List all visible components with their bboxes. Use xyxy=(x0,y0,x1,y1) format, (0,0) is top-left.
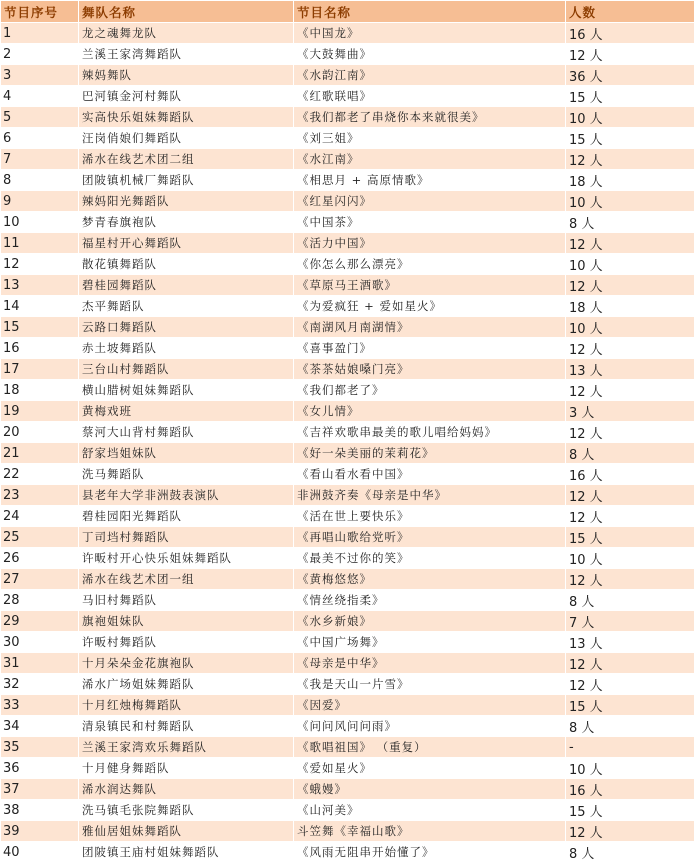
table-row xyxy=(1,233,694,254)
headcount-cell: 7 人 xyxy=(566,611,694,632)
team-name-cell: 三台山村舞蹈队 xyxy=(79,359,294,380)
team-name-cell: 浠水润达舞队 xyxy=(79,779,294,800)
program-number-cell: 16 xyxy=(1,338,79,359)
program-name-cell: 《我是天山一片雪》 xyxy=(294,674,566,695)
program-name-cell: 《母亲是中华》 xyxy=(294,653,566,674)
program-name-cell: 斗笠舞《幸福山歌》 xyxy=(294,821,566,842)
table-row xyxy=(1,674,694,695)
table-row xyxy=(1,443,694,464)
team-name-cell: 舒家垱姐妹队 xyxy=(79,443,294,464)
program-name-cell: 《刘三姐》 xyxy=(294,128,566,149)
table-row xyxy=(1,464,694,485)
program-name-cell: 《红星闪闪》 xyxy=(294,191,566,212)
program-number-cell: 37 xyxy=(1,779,79,800)
table-row xyxy=(1,821,694,842)
headcount-cell: 3 人 xyxy=(566,401,694,422)
headcount-cell: 8 人 xyxy=(566,212,694,233)
table-row xyxy=(1,422,694,443)
table-row xyxy=(1,128,694,149)
program-number-cell: 29 xyxy=(1,611,79,632)
team-name-cell: 团陂镇王庙村姐妹舞蹈队 xyxy=(79,842,294,863)
program-name-cell: 《为爱疯狂 + 爱如星火》 xyxy=(294,296,566,317)
headcount-cell: 13 人 xyxy=(566,632,694,653)
headcount-cell: 12 人 xyxy=(566,338,694,359)
program-name-cell: 《茶茶姑娘嗓门亮》 xyxy=(294,359,566,380)
headcount-cell: 16 人 xyxy=(566,464,694,485)
headcount-cell: - xyxy=(566,737,694,758)
program-name-cell: 《我们都老了串烧你本来就很美》 xyxy=(294,107,566,128)
headcount-cell: 10 人 xyxy=(566,107,694,128)
program-name-cell: 《水江南》 xyxy=(294,149,566,170)
headcount-cell: 16 人 xyxy=(566,23,694,44)
program-name-cell: 非洲鼓齐奏《母亲是中华》 xyxy=(294,485,566,506)
header-row xyxy=(1,1,694,23)
table-row xyxy=(1,485,694,506)
headcount-cell: 15 人 xyxy=(566,800,694,821)
headcount-cell: 18 人 xyxy=(566,170,694,191)
program-number-cell: 11 xyxy=(1,233,79,254)
team-name-cell: 云路口舞蹈队 xyxy=(79,317,294,338)
program-number-cell: 38 xyxy=(1,800,79,821)
table-row xyxy=(1,212,694,233)
table-row xyxy=(1,590,694,611)
headcount-cell: 12 人 xyxy=(566,506,694,527)
table-row xyxy=(1,338,694,359)
program-number-cell: 35 xyxy=(1,737,79,758)
table-row xyxy=(1,254,694,275)
header-team-name: 舞队名称 xyxy=(79,1,294,23)
headcount-cell: 8 人 xyxy=(566,590,694,611)
team-name-cell: 清泉镇民和村舞蹈队 xyxy=(79,716,294,737)
table-row xyxy=(1,695,694,716)
team-name-cell: 蔡河大山背村舞蹈队 xyxy=(79,422,294,443)
headcount-cell: 36 人 xyxy=(566,65,694,86)
program-number-cell: 19 xyxy=(1,401,79,422)
headcount-cell: 15 人 xyxy=(566,86,694,107)
team-name-cell: 县老年大学非洲鼓表演队 xyxy=(79,485,294,506)
table-row xyxy=(1,380,694,401)
program-number-cell: 32 xyxy=(1,674,79,695)
team-name-cell: 许畈村舞蹈队 xyxy=(79,632,294,653)
program-number-cell: 13 xyxy=(1,275,79,296)
program-name-cell: 《歌唱祖国》 （重复） xyxy=(294,737,566,758)
team-name-cell: 福星村开心舞蹈队 xyxy=(79,233,294,254)
program-name-cell: 《活力中国》 xyxy=(294,233,566,254)
team-name-cell: 十月健身舞蹈队 xyxy=(79,758,294,779)
team-name-cell: 雅仙居姐妹舞蹈队 xyxy=(79,821,294,842)
program-name-cell: 《活在世上要快乐》 xyxy=(294,506,566,527)
program-name-cell: 《问问风问问雨》 xyxy=(294,716,566,737)
headcount-cell: 10 人 xyxy=(566,191,694,212)
program-number-cell: 22 xyxy=(1,464,79,485)
team-name-cell: 马旧村舞蹈队 xyxy=(79,590,294,611)
table-row xyxy=(1,779,694,800)
program-number-cell: 14 xyxy=(1,296,79,317)
headcount-cell: 12 人 xyxy=(566,674,694,695)
program-number-cell: 18 xyxy=(1,380,79,401)
team-name-cell: 许畈村开心快乐姐妹舞蹈队 xyxy=(79,548,294,569)
program-name-cell: 《再唱山歌给党听》 xyxy=(294,527,566,548)
program-number-cell: 10 xyxy=(1,212,79,233)
program-number-cell: 33 xyxy=(1,695,79,716)
team-name-cell: 旗袍姐妹队 xyxy=(79,611,294,632)
table-row xyxy=(1,506,694,527)
table-row xyxy=(1,632,694,653)
program-number-cell: 24 xyxy=(1,506,79,527)
table-row xyxy=(1,359,694,380)
headcount-cell: 12 人 xyxy=(566,233,694,254)
program-number-cell: 7 xyxy=(1,149,79,170)
team-name-cell: 团陂镇机械厂舞蹈队 xyxy=(79,170,294,191)
headcount-cell: 10 人 xyxy=(566,758,694,779)
team-name-cell: 十月朵朵金花旗袍队 xyxy=(79,653,294,674)
table-row xyxy=(1,191,694,212)
headcount-cell: 15 人 xyxy=(566,128,694,149)
program-number-cell: 39 xyxy=(1,821,79,842)
program-number-cell: 9 xyxy=(1,191,79,212)
team-name-cell: 丁司垱村舞蹈队 xyxy=(79,527,294,548)
header-headcount: 人数 xyxy=(566,1,694,23)
program-name-cell: 《草原马王酒歌》 xyxy=(294,275,566,296)
table-row xyxy=(1,716,694,737)
headcount-cell: 12 人 xyxy=(566,380,694,401)
program-name-cell: 《中国茶》 xyxy=(294,212,566,233)
program-name-cell: 《你怎么那么漂亮》 xyxy=(294,254,566,275)
program-name-cell: 《中国龙》 xyxy=(294,23,566,44)
header-program-name: 节目名称 xyxy=(294,1,566,23)
table-row xyxy=(1,86,694,107)
headcount-cell: 12 人 xyxy=(566,44,694,65)
table-row xyxy=(1,23,694,44)
headcount-cell: 15 人 xyxy=(566,527,694,548)
headcount-cell: 8 人 xyxy=(566,716,694,737)
table-row xyxy=(1,65,694,86)
program-number-cell: 6 xyxy=(1,128,79,149)
team-name-cell: 兰溪王家湾舞蹈队 xyxy=(79,44,294,65)
program-name-cell: 《红歌联唱》 xyxy=(294,86,566,107)
headcount-cell: 8 人 xyxy=(566,842,694,863)
program-name-cell: 《女儿情》 xyxy=(294,401,566,422)
headcount-cell: 10 人 xyxy=(566,254,694,275)
table-row xyxy=(1,737,694,758)
table-row xyxy=(1,107,694,128)
program-name-cell: 《看山看水看中国》 xyxy=(294,464,566,485)
program-number-cell: 28 xyxy=(1,590,79,611)
headcount-cell: 12 人 xyxy=(566,275,694,296)
table-row xyxy=(1,569,694,590)
team-name-cell: 龙之魂舞龙队 xyxy=(79,23,294,44)
team-name-cell: 赤土坡舞蹈队 xyxy=(79,338,294,359)
program-name-cell: 《水韵江南》 xyxy=(294,65,566,86)
headcount-cell: 12 人 xyxy=(566,569,694,590)
table-row xyxy=(1,170,694,191)
headcount-cell: 12 人 xyxy=(566,653,694,674)
team-name-cell: 黄梅戏班 xyxy=(79,401,294,422)
program-number-cell: 4 xyxy=(1,86,79,107)
program-number-cell: 30 xyxy=(1,632,79,653)
headcount-cell: 10 人 xyxy=(566,317,694,338)
headcount-cell: 12 人 xyxy=(566,485,694,506)
headcount-cell: 12 人 xyxy=(566,149,694,170)
table-row xyxy=(1,401,694,422)
team-name-cell: 辣妈阳光舞蹈队 xyxy=(79,191,294,212)
program-number-cell: 20 xyxy=(1,422,79,443)
table-row xyxy=(1,296,694,317)
table-row xyxy=(1,842,694,863)
program-name-cell: 《吉祥欢歌串最美的歌儿唱给妈妈》 xyxy=(294,422,566,443)
program-number-cell: 27 xyxy=(1,569,79,590)
program-number-cell: 40 xyxy=(1,842,79,863)
program-name-cell: 《我们都老了》 xyxy=(294,380,566,401)
program-name-cell: 《最美不过你的笑》 xyxy=(294,548,566,569)
team-name-cell: 浠水在线艺术团一组 xyxy=(79,569,294,590)
headcount-cell: 15 人 xyxy=(566,695,694,716)
team-name-cell: 实高快乐姐妹舞蹈队 xyxy=(79,107,294,128)
program-name-cell: 《相思月 + 高原情歌》 xyxy=(294,170,566,191)
table-row xyxy=(1,611,694,632)
team-name-cell: 碧桂园舞蹈队 xyxy=(79,275,294,296)
table-row xyxy=(1,758,694,779)
program-number-cell: 17 xyxy=(1,359,79,380)
program-name-cell: 《情丝绕指柔》 xyxy=(294,590,566,611)
table-row xyxy=(1,527,694,548)
headcount-cell: 16 人 xyxy=(566,779,694,800)
program-name-cell: 《中国广场舞》 xyxy=(294,632,566,653)
headcount-cell: 10 人 xyxy=(566,548,694,569)
program-number-cell: 15 xyxy=(1,317,79,338)
table-row xyxy=(1,317,694,338)
headcount-cell: 12 人 xyxy=(566,422,694,443)
table-body xyxy=(1,23,694,863)
program-number-cell: 12 xyxy=(1,254,79,275)
team-name-cell: 洗马舞蹈队 xyxy=(79,464,294,485)
headcount-cell: 13 人 xyxy=(566,359,694,380)
program-name-cell: 《水乡新娘》 xyxy=(294,611,566,632)
program-name-cell: 《因爱》 xyxy=(294,695,566,716)
program-name-cell: 《山河美》 xyxy=(294,800,566,821)
team-name-cell: 巴河镇金河村舞队 xyxy=(79,86,294,107)
team-name-cell: 浠水在线艺术团二组 xyxy=(79,149,294,170)
program-number-cell: 3 xyxy=(1,65,79,86)
headcount-cell: 8 人 xyxy=(566,443,694,464)
header-program-number: 节目序号 xyxy=(1,1,79,23)
program-name-cell: 《好一朵美丽的茉莉花》 xyxy=(294,443,566,464)
table-row xyxy=(1,149,694,170)
program-number-cell: 31 xyxy=(1,653,79,674)
team-name-cell: 洗马镇毛张院舞蹈队 xyxy=(79,800,294,821)
program-number-cell: 36 xyxy=(1,758,79,779)
table-row xyxy=(1,548,694,569)
program-name-cell: 《黄梅悠悠》 xyxy=(294,569,566,590)
team-name-cell: 横山腊树姐妹舞蹈队 xyxy=(79,380,294,401)
table-row xyxy=(1,44,694,65)
program-number-cell: 26 xyxy=(1,548,79,569)
program-number-cell: 34 xyxy=(1,716,79,737)
table-row xyxy=(1,800,694,821)
program-name-cell: 《喜事盈门》 xyxy=(294,338,566,359)
headcount-cell: 12 人 xyxy=(566,821,694,842)
headcount-cell: 18 人 xyxy=(566,296,694,317)
team-name-cell: 汪岗俏娘们舞蹈队 xyxy=(79,128,294,149)
program-name-cell: 《爱如星火》 xyxy=(294,758,566,779)
program-name-cell: 《南湖风月南湖情》 xyxy=(294,317,566,338)
program-number-cell: 8 xyxy=(1,170,79,191)
program-number-cell: 25 xyxy=(1,527,79,548)
team-name-cell: 十月红烛梅舞蹈队 xyxy=(79,695,294,716)
team-name-cell: 散花镇舞蹈队 xyxy=(79,254,294,275)
program-number-cell: 5 xyxy=(1,107,79,128)
table-row xyxy=(1,653,694,674)
team-name-cell: 兰溪王家湾欢乐舞蹈队 xyxy=(79,737,294,758)
team-name-cell: 梦青春旗袍队 xyxy=(79,212,294,233)
program-number-cell: 23 xyxy=(1,485,79,506)
program-name-cell: 《蛾嫚》 xyxy=(294,779,566,800)
team-name-cell: 辣妈舞队 xyxy=(79,65,294,86)
team-name-cell: 浠水广场姐妹舞蹈队 xyxy=(79,674,294,695)
program-name-cell: 《风雨无阻串开始懂了》 xyxy=(294,842,566,863)
program-name-cell: 《大鼓舞曲》 xyxy=(294,44,566,65)
program-number-cell: 21 xyxy=(1,443,79,464)
team-name-cell: 杰平舞蹈队 xyxy=(79,296,294,317)
team-name-cell: 碧桂园阳光舞蹈队 xyxy=(79,506,294,527)
program-number-cell: 2 xyxy=(1,44,79,65)
table-row xyxy=(1,275,694,296)
program-number-cell: 1 xyxy=(1,23,79,44)
